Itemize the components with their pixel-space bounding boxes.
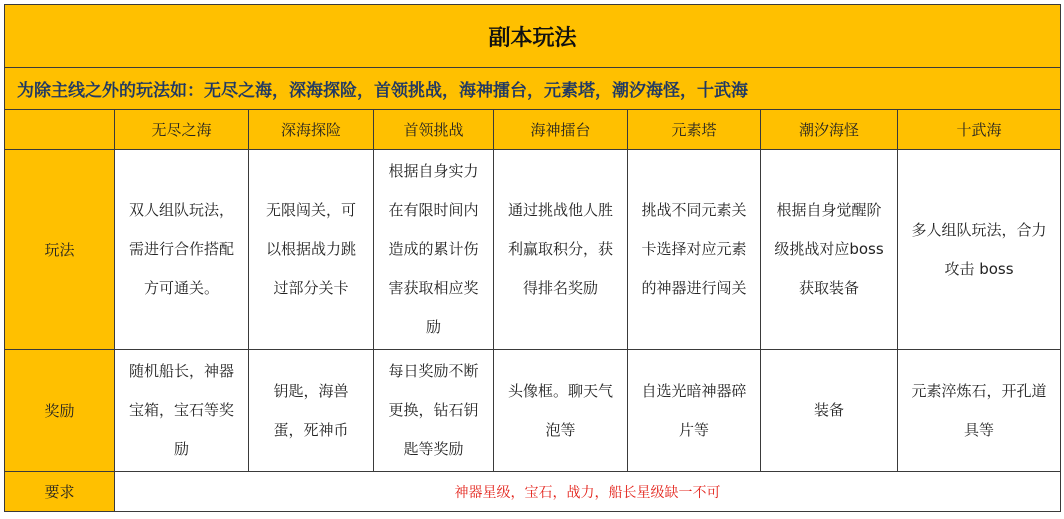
- reward-cell: 元素淬炼石，开孔道具等: [898, 350, 1061, 472]
- reward-cell: 每日奖励不断更换，钻石钥匙等奖励: [374, 350, 494, 472]
- gameplay-cell: 根据自身觉醒阶级挑战对应boss 获取装备: [761, 150, 898, 350]
- gameplay-cell: 多人组队玩法，合力攻击 boss: [898, 150, 1061, 350]
- row-label-gameplay: 玩法: [5, 150, 115, 350]
- gameplay-cell: 无限闯关，可以根据战力跳过部分关卡: [249, 150, 374, 350]
- reward-cell: 钥匙，海兽蛋，死神币: [249, 350, 374, 472]
- column-header: 十武海: [898, 110, 1061, 150]
- dungeon-gameplay-table: [4, 4, 1061, 512]
- gameplay-cell: 根据自身实力在有限时间内造成的累计伤害获取相应奖励: [374, 150, 494, 350]
- table-title: 副本玩法: [5, 5, 1061, 68]
- header-row: [5, 110, 1061, 150]
- gameplay-cell: 挑战不同元素关卡选择对应元素的神器进行闯关: [628, 150, 761, 350]
- gameplay-cell: 通过挑战他人胜利赢取积分，获得排名奖励: [494, 150, 628, 350]
- gameplay-cell: 双人组队玩法，需进行合作搭配方可通关。: [115, 150, 249, 350]
- row-label-reward: 奖励: [5, 350, 115, 472]
- column-header: 首领挑战: [374, 110, 494, 150]
- column-header: 深海探险: [249, 110, 374, 150]
- table-row-gameplay: [5, 150, 1061, 350]
- column-header: 潮汐海怪: [761, 110, 898, 150]
- reward-cell: 装备: [761, 350, 898, 472]
- table-subtitle: 为除主线之外的玩法如：无尽之海，深海探险，首领挑战，海神擂台，元素塔，潮汐海怪，十武海: [5, 68, 1061, 110]
- row-label-requirement: 要求: [5, 472, 115, 512]
- table-row-requirement: [5, 472, 1061, 512]
- table-row-reward: [5, 350, 1061, 472]
- header-corner-cell: [5, 110, 115, 150]
- reward-cell: 随机船长，神器宝箱，宝石等奖励: [115, 350, 249, 472]
- column-header: 元素塔: [628, 110, 761, 150]
- column-header: 海神擂台: [494, 110, 628, 150]
- reward-cell: 头像框。聊天气泡等: [494, 350, 628, 472]
- spreadsheet: [4, 4, 1060, 516]
- requirement-text: 神器星级，宝石，战力，船长星级缺一不可: [115, 472, 1061, 512]
- column-header: 无尽之海: [115, 110, 249, 150]
- reward-cell: 自选光暗神器碎片等: [628, 350, 761, 472]
